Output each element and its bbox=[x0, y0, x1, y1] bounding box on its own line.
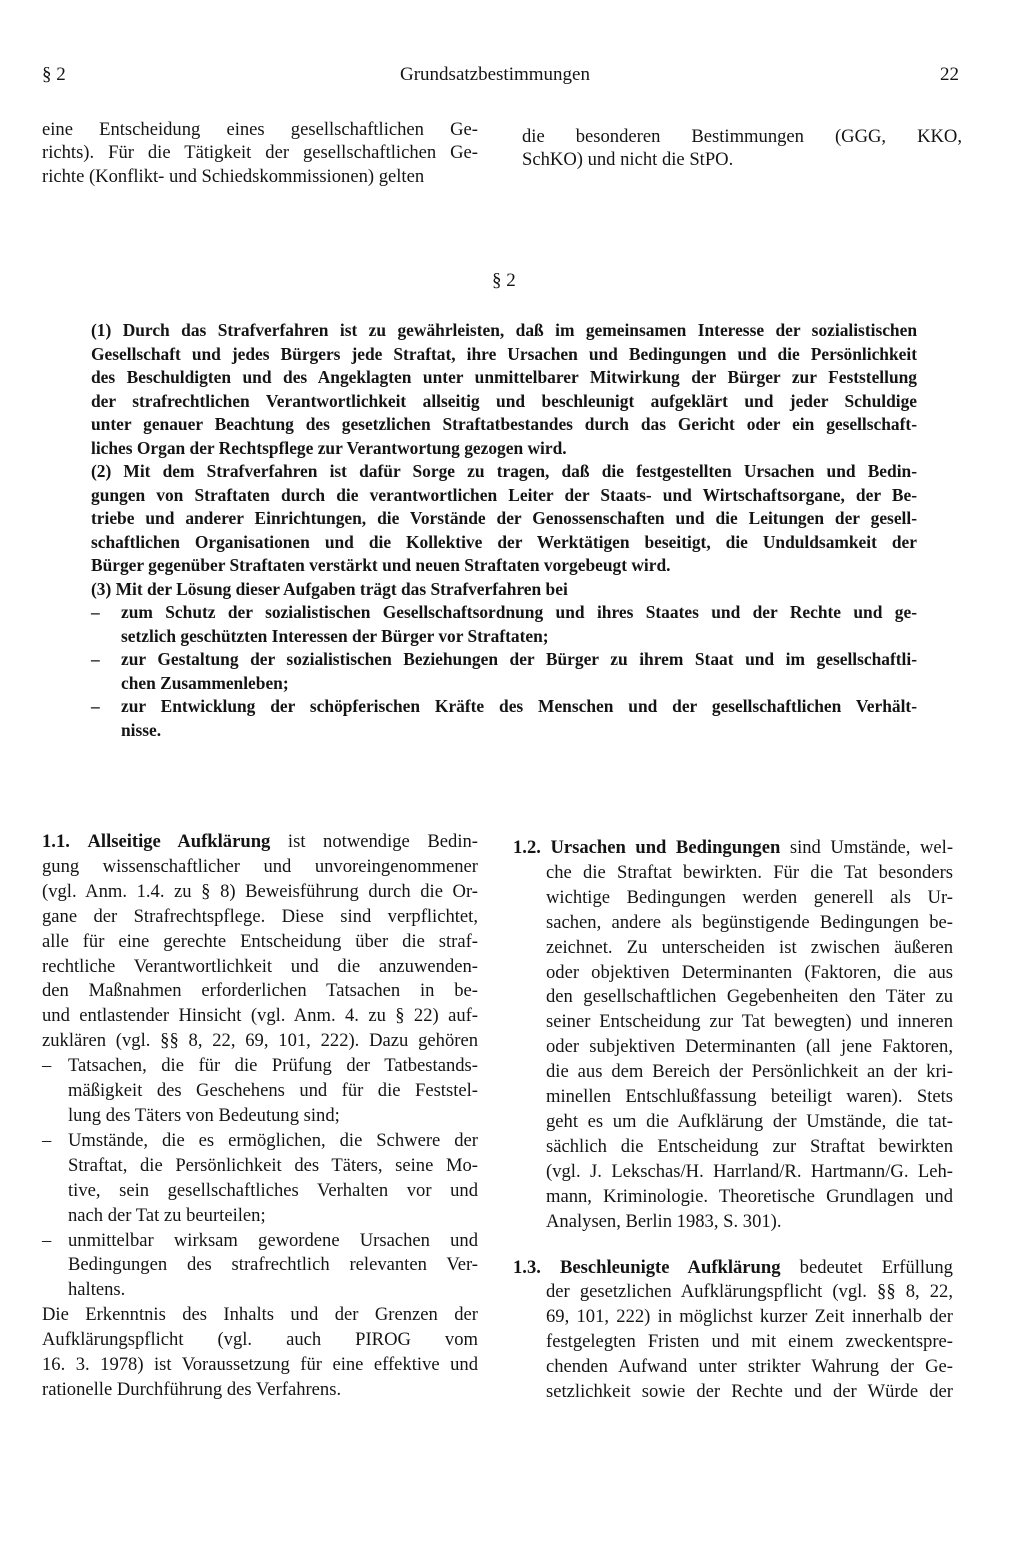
annotation-number: 1.2. bbox=[513, 837, 541, 858]
text-line: mann, Kriminologie. Theoretische Grundlagen und bbox=[546, 1185, 953, 1207]
text-line: richts). Für die Tätigkeit der gesellschaftlichen Ge- bbox=[42, 142, 478, 164]
text-line: der strafrechtlichen Verantwortlichkeit allseitig und beschleunigt aufgeklärt und jeder Schuldige bbox=[91, 390, 917, 411]
law-bullet bbox=[91, 648, 917, 695]
text-line: Aufklärungspflicht (vgl. auch PIROG vom bbox=[42, 1329, 478, 1351]
law-bullet bbox=[91, 601, 917, 648]
law-paragraph-2 bbox=[91, 460, 917, 578]
annotation-number: 1.1. bbox=[42, 831, 70, 852]
text-line: Straftat, die Persönlichkeit des Täters, seine Mo- bbox=[68, 1154, 478, 1176]
commentary-left-column bbox=[42, 830, 478, 1403]
text-line: Umstände, die es ermöglichen, die Schwere der bbox=[68, 1129, 478, 1151]
text-line: des Beschuldigten und des Angeklagten unter unmittelbarer Mitwirkung der Bürger zur Feststellung bbox=[91, 367, 917, 387]
text-line: nisse. bbox=[121, 719, 162, 740]
text-line: zur Gestaltung der sozialistischen Beziehungen der Bürger zu ihrem Staat und im gesellschaftli- bbox=[121, 649, 917, 669]
text-line: zuklären (vgl. §§ 8, 22, 69, 101, 222). Dazu gehören bbox=[42, 1030, 478, 1052]
text-line: (vgl. J. Lekschas/H. Harrland/R. Hartmann/G. Leh- bbox=[546, 1160, 953, 1182]
text-line: und entlastender Hinsicht (vgl. Anm. 4. zu § 22) auf- bbox=[42, 1005, 478, 1027]
text-line: seiner Entscheidung zur Tat bewegten) und inneren bbox=[546, 1011, 953, 1033]
text-line: den Maßnahmen erforderlichen Tatsachen in be- bbox=[42, 980, 478, 1002]
law-bullet bbox=[91, 695, 917, 742]
text-line: Tatsachen, die für die Prüfung der Tatbestands- bbox=[68, 1055, 478, 1077]
text-line: chenden Aufwand unter strikter Wahrung der Ge- bbox=[546, 1356, 953, 1378]
text-line: (3) Mit der Lösung dieser Aufgaben trägt das Strafverfahren bei bbox=[91, 578, 568, 599]
annotation-bullet bbox=[42, 1054, 478, 1129]
text-fragment: sind Umstände, wel- bbox=[789, 837, 954, 858]
text-line: schaftlichen Organisationen und die Kollektive der Werktätigen beseitigt, die Unduldsamkeit der bbox=[91, 531, 917, 552]
dash-marker: – bbox=[91, 602, 100, 622]
text-line: gane der Strafrechtspflege. Diese sind verpflichtet, bbox=[42, 905, 478, 927]
text-line: chen Zusammenleben; bbox=[121, 672, 289, 693]
annotation-term: Allseitige Aufklärung bbox=[87, 831, 271, 852]
text-line: oder objektiven Determinanten (Faktoren, die aus bbox=[546, 961, 953, 983]
text-line: (2) Mit dem Strafverfahren ist dafür Sorge zu tragen, daß die festgestellten Ursachen und Bedin- bbox=[91, 461, 917, 481]
text-line: 69, 101, 222) in möglichst kurzer Zeit innerhalb der bbox=[546, 1306, 953, 1328]
text-line: mäßigkeit des Geschehens und für die Feststel- bbox=[68, 1080, 478, 1102]
law-text bbox=[91, 319, 917, 742]
text-line: Bedingungen des strafrechtlich relevanten Ver- bbox=[68, 1254, 478, 1276]
text-line: nach der Tat zu beurteilen; bbox=[68, 1204, 266, 1226]
annotation-bullet bbox=[42, 1229, 478, 1304]
text-line: festgelegten Fristen und mit einem zweckentspre- bbox=[546, 1331, 953, 1353]
intro-left-column bbox=[42, 118, 478, 188]
annotation-term: Beschleunigte Aufklärung bbox=[559, 1256, 781, 1278]
annotation-1-3 bbox=[513, 1256, 953, 1405]
dash-marker: – bbox=[42, 1055, 52, 1077]
text-line: gung wissenschaftlicher und unvoreingenommener bbox=[42, 855, 478, 877]
text-line: sächlich die Entscheidung zur Straftat bewirkten bbox=[546, 1135, 953, 1157]
text-line: richte (Konflikt- und Schiedskommissionen) gelten bbox=[42, 165, 425, 187]
commentary-right-column bbox=[513, 836, 953, 1405]
text-line: gungen von Straftaten durch die verantwortlichen Leiter der Staats- und Wirtschaftsorgane, der Be- bbox=[91, 484, 917, 505]
law-paragraph-3 bbox=[91, 578, 917, 743]
text-line: geht es um die Aufklärung der Umstände, die tat- bbox=[546, 1110, 953, 1132]
text-line: alle für eine gerechte Entscheidung über die straf- bbox=[42, 930, 478, 952]
page-number: 22 bbox=[940, 64, 959, 85]
running-title: Grundsatzbestimmungen bbox=[400, 64, 590, 85]
text-line: 16. 3. 1978) ist Voraussetzung für eine effektive und bbox=[42, 1354, 478, 1376]
annotation-first-line bbox=[42, 830, 478, 855]
text-fragment: bedeutet Erfüllung bbox=[799, 1256, 953, 1278]
text-line: che die Straftat bewirkten. Für die Tat besonders bbox=[546, 861, 953, 883]
dash-marker: – bbox=[42, 1229, 52, 1251]
text-line: zur Entwicklung der schöpferischen Kräfte des Menschen und der gesellschaftlichen Verhält- bbox=[121, 696, 917, 716]
text-line: SchKO) und nicht die StPO. bbox=[522, 149, 734, 171]
text-line: tive, sein gesellschaftliches Verhalten vor und bbox=[68, 1179, 478, 1201]
text-line: eine Entscheidung eines gesellschaftlichen Ge- bbox=[42, 119, 478, 140]
text-line: Analysen, Berlin 1983, S. 301). bbox=[546, 1210, 782, 1232]
text-line: unmittelbar wirksam gewordene Ursachen und bbox=[68, 1229, 478, 1251]
text-line: sachen, andere als begünstigende Bedingungen be- bbox=[546, 911, 953, 933]
annotation-bullet bbox=[42, 1129, 478, 1229]
text-line: unter genauer Beachtung des gesetzlichen Straftatbestandes durch das Gericht oder ein gesellschaft- bbox=[91, 414, 917, 434]
annotation-first-line bbox=[513, 836, 953, 861]
text-line: zum Schutz der sozialistischen Gesellschaftsordnung und ihres Staates und der Rechte und ge- bbox=[121, 602, 917, 622]
annotation-1-2 bbox=[513, 836, 953, 1235]
dash-marker: – bbox=[91, 696, 100, 716]
text-line: Die Erkenntnis des Inhalts und der Grenzen der bbox=[42, 1304, 478, 1326]
intro-right-column bbox=[522, 125, 962, 172]
text-line: rationelle Durchführung des Verfahrens. bbox=[42, 1378, 342, 1400]
header-section-mark: § 2 bbox=[42, 64, 66, 85]
text-line: wichtige Bedingungen werden generell als Ur- bbox=[546, 886, 953, 908]
text-line: die aus dem Bereich der Persönlichkeit an der kri- bbox=[546, 1061, 953, 1083]
law-heading: § 2 bbox=[492, 270, 516, 291]
dash-marker: – bbox=[42, 1129, 52, 1151]
text-line: der gesetzlichen Aufklärungspflicht (vgl. §§ 8, 22, bbox=[546, 1281, 953, 1303]
annotation-body bbox=[513, 861, 953, 1235]
text-line: (1) Durch das Strafverfahren ist zu gewährleisten, daß im gemeinsamen Interesse der sozialistischen bbox=[91, 320, 917, 340]
text-line: oder subjektiven Determinanten (all jene Faktoren, bbox=[546, 1036, 953, 1058]
text-line: setzlichkeit sowie der Rechte und der Würde der bbox=[546, 1381, 953, 1403]
annotation-number: 1.3. bbox=[513, 1256, 541, 1278]
text-line: lung des Täters von Bedeutung sind; bbox=[68, 1104, 340, 1126]
text-line: Bürger gegenüber Straftaten verstärkt und neuen Straftaten vorgebeugt wird. bbox=[91, 555, 671, 575]
annotation-term: Ursachen und Bedingungen bbox=[550, 837, 781, 858]
text-line: den gesellschaftlichen Gegebenheiten den Täter zu bbox=[546, 986, 953, 1008]
annotation-body bbox=[513, 1280, 953, 1405]
text-line: minellen Entschlußfassung beteiligt waren). Stets bbox=[546, 1086, 953, 1108]
text-line: die besonderen Bestimmungen (GGG, KKO, bbox=[522, 126, 962, 147]
law-paragraph-1 bbox=[91, 319, 917, 460]
text-line: triebe und anderer Einrichtungen, die Vorstände der Genossenschaften und die Leitungen der gesell- bbox=[91, 508, 917, 528]
text-line: zeichnet. Zu unterscheiden ist zwischen äußeren bbox=[546, 936, 953, 958]
text-line: (vgl. Anm. 1.4. zu § 8) Beweisführung durch die Or- bbox=[42, 880, 478, 902]
dash-marker: – bbox=[91, 649, 100, 669]
text-line: setzlich geschützten Interessen der Bürger vor Straftaten; bbox=[121, 625, 549, 646]
text-line: rechtliche Verantwortlichkeit und die anzuwenden- bbox=[42, 955, 478, 977]
annotation-first-line bbox=[513, 1256, 953, 1281]
text-line: liches Organ der Rechtspflege zur Verantwortung gezogen wird. bbox=[91, 437, 567, 458]
text-line: Gesellschaft und jedes Bürgers jede Straftat, ihre Ursachen und Bedingungen und die Persönlichkeit bbox=[91, 343, 917, 364]
text-line: haltens. bbox=[68, 1279, 126, 1301]
text-fragment: ist notwendige Bedin- bbox=[287, 831, 478, 852]
